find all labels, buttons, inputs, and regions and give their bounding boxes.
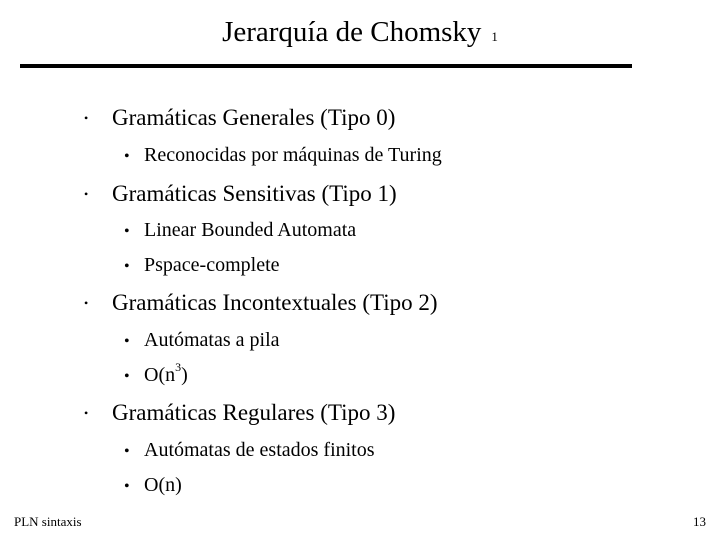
complexity-base: O(n bbox=[144, 364, 176, 386]
list-item-heading bbox=[84, 399, 395, 429]
bullet-icon: • bbox=[84, 405, 89, 420]
bullet-icon: • bbox=[124, 223, 130, 240]
bullet-icon: • bbox=[124, 478, 130, 495]
bullet-icon: • bbox=[124, 443, 130, 460]
bullet-icon: • bbox=[124, 368, 130, 385]
section-heading: Gramáticas Generales (Tipo 0) bbox=[112, 105, 396, 130]
list-item bbox=[124, 253, 280, 279]
section-heading: Gramáticas Regulares (Tipo 3) bbox=[112, 400, 396, 425]
complexity-close: ) bbox=[181, 364, 188, 386]
list-item bbox=[124, 328, 280, 354]
bullet-icon: • bbox=[84, 186, 89, 201]
list-item bbox=[124, 218, 356, 244]
page-number: 13 bbox=[693, 514, 706, 529]
list-item-text: Linear Bounded Automata bbox=[144, 219, 357, 241]
list-item-heading bbox=[84, 180, 397, 210]
bullet-icon: • bbox=[124, 258, 130, 275]
bullet-icon: • bbox=[84, 295, 89, 310]
list-item-text: Pspace-complete bbox=[144, 254, 280, 276]
footer-label: PLN sintaxis bbox=[14, 514, 82, 529]
section-heading: Gramáticas Incontextuales (Tipo 2) bbox=[112, 290, 438, 315]
list-item bbox=[124, 438, 375, 464]
title-mark: 1 bbox=[491, 29, 498, 44]
list-item-text: O(n) bbox=[144, 474, 182, 496]
list-item-text: Autómatas de estados finitos bbox=[144, 439, 375, 461]
bullet-icon: • bbox=[124, 333, 130, 350]
list-item bbox=[124, 473, 182, 499]
section-heading: Gramáticas Sensitivas (Tipo 1) bbox=[112, 181, 397, 206]
list-item-heading bbox=[84, 104, 395, 134]
list-item-heading bbox=[84, 289, 438, 319]
list-item bbox=[124, 143, 442, 169]
list-item-text: Autómatas a pila bbox=[144, 329, 280, 351]
title-rule bbox=[20, 64, 632, 68]
bullet-icon: • bbox=[124, 148, 130, 165]
list-item-text: Reconocidas por máquinas de Turing bbox=[144, 144, 442, 166]
list-item-complexity bbox=[124, 360, 188, 389]
slide-title bbox=[0, 14, 720, 55]
bullet-icon: • bbox=[84, 110, 89, 125]
title-text: Jerarquía de Chomsky bbox=[222, 16, 482, 48]
complexity-exponent: 3 bbox=[175, 360, 182, 375]
